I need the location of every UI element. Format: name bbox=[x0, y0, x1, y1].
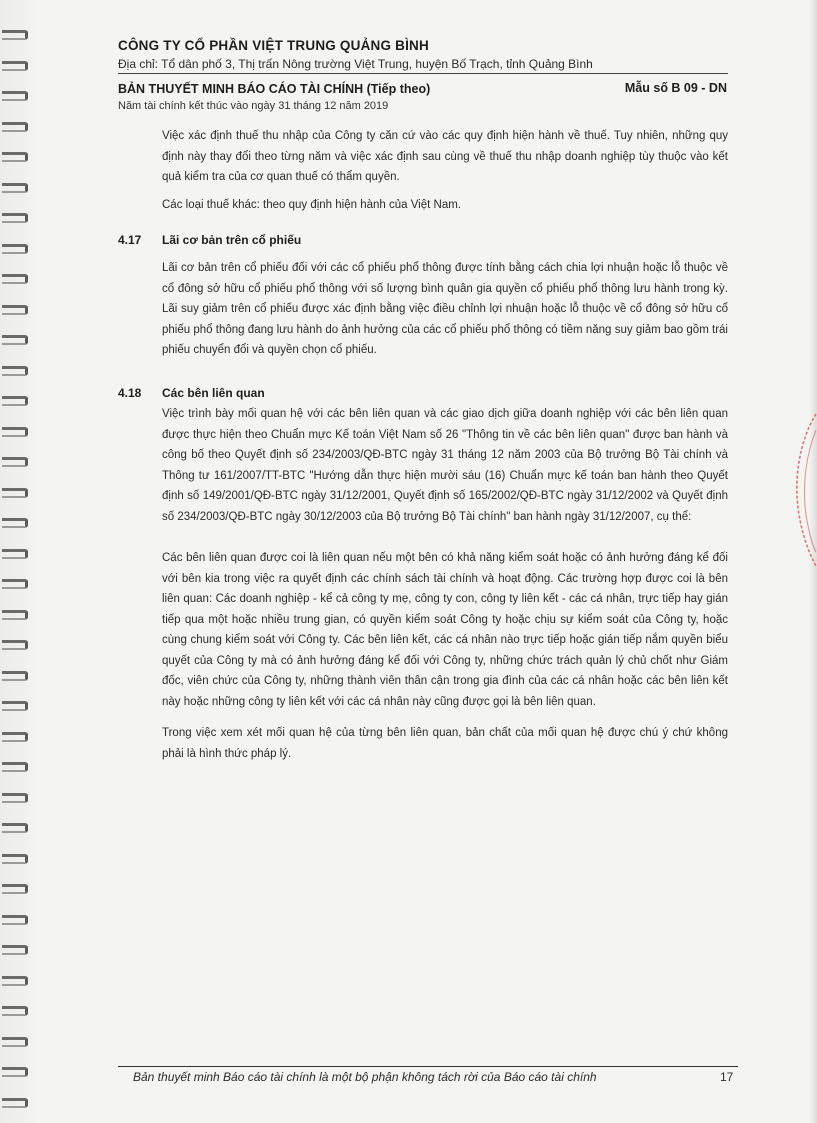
binding-ring bbox=[2, 488, 28, 498]
binding-ring bbox=[2, 762, 28, 772]
page-number: 17 bbox=[720, 1070, 734, 1084]
binding-ring bbox=[2, 732, 28, 742]
report-title: BẢN THUYẾT MINH BÁO CÁO TÀI CHÍNH (Tiếp theo) bbox=[118, 82, 431, 96]
related-parties-paragraph-1: Việc trình bày mối quan hệ với các bên liên quan và các giao dịch giữa doanh nghiệp với các bên liên quan được thực hiện theo Chuẩn mực Kế toán Việt Nam số 26 "Thông tin về các bên liên quan" được ban hành và công bố theo Quyết định số 234/2003/QĐ-BTC ngày 31 tháng 12 năm 2003 của Bộ trưởng Bộ Tài chính và Thông tư 161/2007/TT-BTC "Hướng dẫn thực hiện mười sáu (16) Chuẩn mực kế toán ban hành theo Quyết định số 149/2001/QĐ-BTC ngày 31/12/2001, Quyết định số 165/2002/QĐ-BTC ngày 31/12/2002 và Quyết định số 234/2003/QĐ-BTC ngày 30/12/2003 của Bộ trưởng Bộ Tài chính" ban hành ngày 31/12/2007, cụ thể: bbox=[162, 408, 728, 523]
binding-ring bbox=[2, 427, 28, 437]
company-name: CÔNG TY CỔ PHẦN VIỆT TRUNG QUẢNG BÌNH bbox=[118, 38, 429, 53]
binding-ring bbox=[2, 549, 28, 559]
section-title-related-parties: Các bên liên quan bbox=[162, 386, 265, 400]
company-address: Địa chỉ: Tổ dân phố 3, Thị trấn Nông trường Việt Trung, huyện Bố Trạch, tỉnh Quảng Bình bbox=[118, 57, 728, 74]
section-title-eps: Lãi cơ bản trên cổ phiếu bbox=[162, 233, 302, 247]
binding-ring bbox=[2, 823, 28, 833]
binding-ring bbox=[2, 701, 28, 711]
binding-ring bbox=[2, 274, 28, 284]
binding-ring bbox=[2, 305, 28, 315]
eps-paragraph: Lãi cơ bản trên cổ phiếu đối với các cổ phiếu phổ thông được tính bằng cách chia lợi nhuận hoặc lỗ thuộc về cổ đông sở hữu cổ phiếu phổ thông với số lượng bình quân gia quyền cổ phiếu phổ thông lưu hành trong kỳ. Lãi suy giảm trên cổ phiếu được xác định bằng việc điều chỉnh lợi nhuận hoặc lỗ thuộc về cổ đông sở hữu cổ phiếu phổ thông đang lưu hành do ảnh hưởng của các cổ phiếu phổ thông có tiềm năng suy giảm bao gồm trái phiếu chuyển đổi và quyền chọn cổ phiếu. bbox=[162, 262, 728, 356]
binding-ring bbox=[2, 61, 28, 71]
tax-paragraph: Việc xác định thuế thu nhập của Công ty căn cứ vào các quy định hiện hành về thuế. Tuy nhiên, những quy định này thay đổi theo từng năm và việc xác định sau cùng về thuế thu nhập doanh nghiệp tùy thuộc vào kết quả kiểm tra của cơ quan thuế có thẩm quyền. bbox=[162, 130, 728, 183]
spiral-binding bbox=[0, 0, 40, 1123]
binding-ring bbox=[2, 30, 28, 40]
binding-ring bbox=[2, 1037, 28, 1047]
red-stamp-fragment bbox=[786, 410, 817, 570]
binding-ring bbox=[2, 122, 28, 132]
related-parties-paragraph-2: Các bên liên quan được coi là liên quan nếu một bên có khả năng kiểm soát hoặc có ảnh hưởng đáng kể đối với bên kia trong việc ra quyết định các chính sách tài chính và hoạt động. Các trường hợp được coi là bên liên quan: Các doanh nghiệp - kể cả công ty mẹ, công ty con, công ty liên kết - các cá nhân, trực tiếp hay gián tiếp qua một hoặc nhiều trung gian, có quyền kiểm soát Công ty hoặc chịu sự kiểm soát của Công ty, hoặc cùng chung kiểm soát với Công ty. Các bên liên kết, các cá nhân nào trực tiếp hoặc gián tiếp nắm quyền biểu quyết của Công ty mà có ảnh hưởng đáng kể đối với Công ty, những chức trách quản lý chủ chốt như Giám đốc, viên chức của Công ty, những thành viên thân cận trong gia đình của các cá nhân hoặc các bên liên kết này hoặc những công ty liên kết với các cá nhân này cũng được gọi là bên liên quan. bbox=[162, 552, 728, 708]
other-tax-paragraph: Các loại thuế khác: theo quy định hiện hành của Việt Nam. bbox=[162, 199, 461, 211]
binding-ring bbox=[2, 1098, 28, 1108]
form-number: Mẫu số B 09 - DN bbox=[624, 81, 727, 95]
binding-ring bbox=[2, 366, 28, 376]
binding-ring bbox=[2, 244, 28, 254]
section-number-4-17: 4.17 bbox=[118, 233, 142, 247]
binding-ring bbox=[2, 396, 28, 406]
binding-ring bbox=[2, 640, 28, 650]
binding-ring bbox=[2, 793, 28, 803]
binding-ring bbox=[2, 213, 28, 223]
binding-ring bbox=[2, 976, 28, 986]
footer-rule bbox=[118, 1066, 738, 1067]
binding-ring bbox=[2, 671, 28, 681]
binding-ring bbox=[2, 884, 28, 894]
binding-ring bbox=[2, 335, 28, 345]
binding-ring bbox=[2, 610, 28, 620]
binding-ring bbox=[2, 91, 28, 101]
binding-ring bbox=[2, 152, 28, 162]
report-subtitle: Năm tài chính kết thúc vào ngày 31 tháng 12 năm 2019 bbox=[118, 100, 389, 112]
footer-note: Bản thuyết minh Báo cáo tài chính là một bộ phận không tách rời của Báo cáo tài chính bbox=[133, 1070, 597, 1084]
binding-ring bbox=[2, 579, 28, 589]
binding-ring bbox=[2, 457, 28, 467]
binding-ring bbox=[2, 854, 28, 864]
binding-ring bbox=[2, 1006, 28, 1016]
related-parties-paragraph-3: Trong việc xem xét mối quan hệ của từng bên liên quan, bản chất của mối quan hệ được chú ý chứ không phải là hình thức pháp lý. bbox=[162, 727, 728, 760]
binding-ring bbox=[2, 183, 28, 193]
binding-ring bbox=[2, 945, 28, 955]
section-number-4-18: 4.18 bbox=[118, 386, 142, 400]
binding-ring bbox=[2, 518, 28, 528]
binding-ring bbox=[2, 915, 28, 925]
binding-ring bbox=[2, 1067, 28, 1077]
